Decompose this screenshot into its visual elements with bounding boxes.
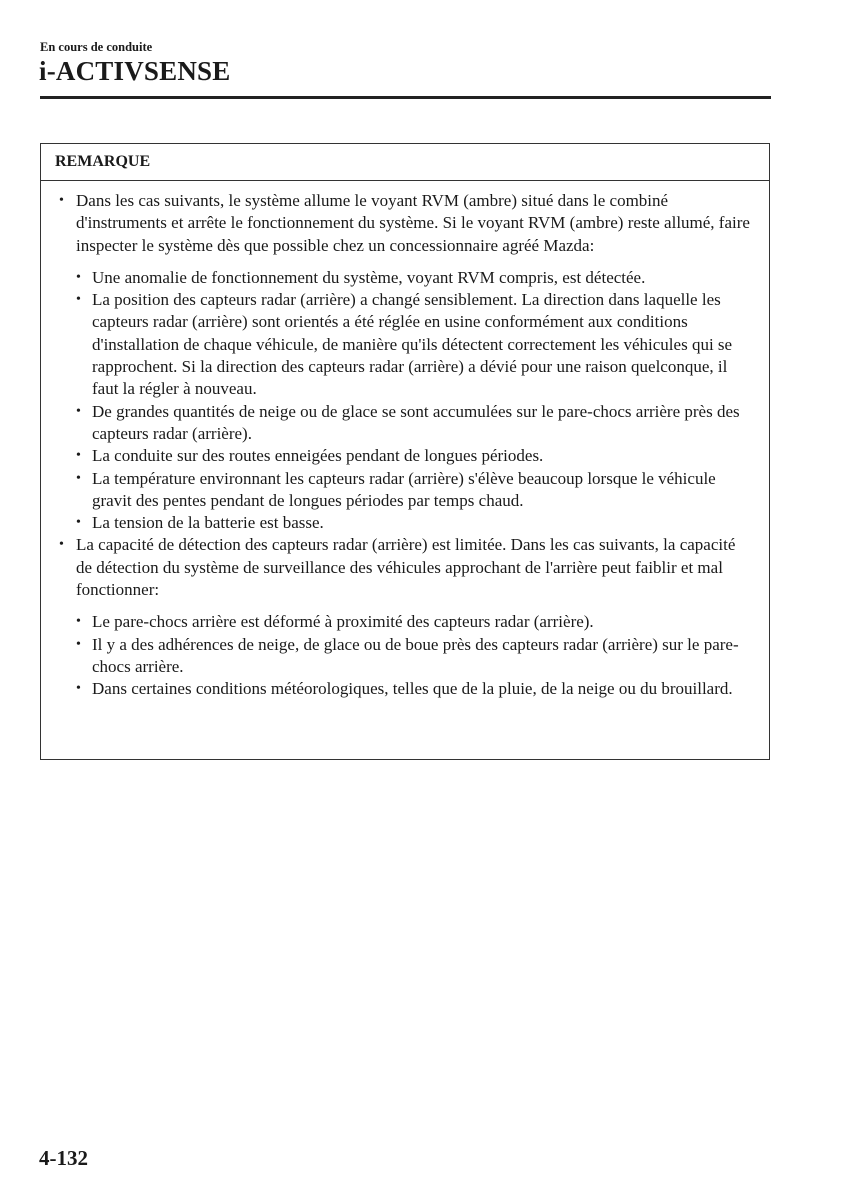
list-item — [41, 190, 753, 257]
bullet-icon: • — [76, 470, 81, 486]
sub-list-item — [41, 401, 753, 446]
bullet-icon: • — [76, 681, 81, 697]
section-label: En cours de conduite — [40, 40, 153, 54]
sub-list-item — [41, 289, 753, 400]
bullet-icon: • — [76, 269, 81, 285]
bullet-icon: • — [76, 614, 81, 630]
page-number: 4-132 — [39, 1146, 88, 1170]
sub-list-item-text: Le pare-chocs arrière est déformé à proximité des capteurs radar (arrière). — [92, 612, 594, 632]
sub-list-item-text: Une anomalie de fonctionnement du système, voyant RVM compris, est détectée. — [92, 267, 646, 287]
sub-list-item — [41, 267, 753, 289]
bullet-icon: • — [59, 537, 64, 553]
sub-list-item — [41, 468, 753, 513]
list-item-text: Dans les cas suivants, le système allume le voyant RVM (ambre) situé dans le combiné d'instruments et arrête le fonctionnement du système. Si le voyant RVM (ambre) reste allumé, faire inspecter le système dès que possible chez un concessionnaire agréé Mazda: — [76, 191, 750, 255]
sub-list-item-text: La tension de la batterie est basse. — [92, 513, 324, 533]
sub-list-item-text: De grandes quantités de neige ou de glace se sont accumulées sur le pare-chocs arrière près des capteurs radar (arrière). — [92, 401, 740, 443]
sub-list-item — [41, 512, 753, 534]
sub-list-item — [41, 611, 753, 633]
note-content — [41, 181, 769, 701]
sub-list-item-text: La position des capteurs radar (arrière) a changé sensiblement. La direction dans laquelle les capteurs radar (arrière) sont orientés a été réglée en usine conformément aux conditions d'installation de chaque véhicule, de manière qu'ils détectent correctement les véhicules qui se rapprochent. Si la direction des capteurs radar (arrière) a dévié pour une raison quelconque, il faut la régler à nouveau. — [92, 290, 733, 399]
note-title: REMARQUE — [41, 144, 769, 181]
bullet-icon: • — [76, 448, 81, 464]
bullet-icon: • — [76, 403, 81, 419]
sub-list-item-text: La conduite sur des routes enneigées pendant de longues périodes. — [92, 446, 544, 466]
page-title: i-ACTIVSENSE — [39, 56, 231, 86]
sub-list-item — [41, 445, 753, 467]
list-item — [41, 534, 753, 601]
bullet-icon: • — [76, 515, 81, 531]
sub-list-item-text: Dans certaines conditions météorologiques, telles que de la pluie, de la neige ou du brouillard. — [92, 679, 733, 699]
sub-list-item — [41, 678, 753, 700]
sub-list-item-text: Il y a des adhérences de neige, de glace ou de boue près des capteurs radar (arrière) sur le pare-chocs arrière. — [92, 634, 739, 676]
note-box — [40, 143, 770, 760]
header-divider — [40, 96, 771, 99]
bullet-icon: • — [76, 292, 81, 308]
bullet-icon: • — [76, 636, 81, 652]
sub-list-item — [41, 634, 753, 679]
list-item-text: La capacité de détection des capteurs radar (arrière) est limitée. Dans les cas suivants, la capacité de détection du système de surveillance des véhicules approchant de l'arrière peut faiblir et mal fonctionner: — [76, 535, 736, 600]
sub-list-item-text: La température environnant les capteurs radar (arrière) s'élève beaucoup lorsque le véhicule gravit des pentes pendant de longues périodes par temps chaud. — [92, 468, 716, 510]
bullet-icon: • — [59, 193, 64, 208]
